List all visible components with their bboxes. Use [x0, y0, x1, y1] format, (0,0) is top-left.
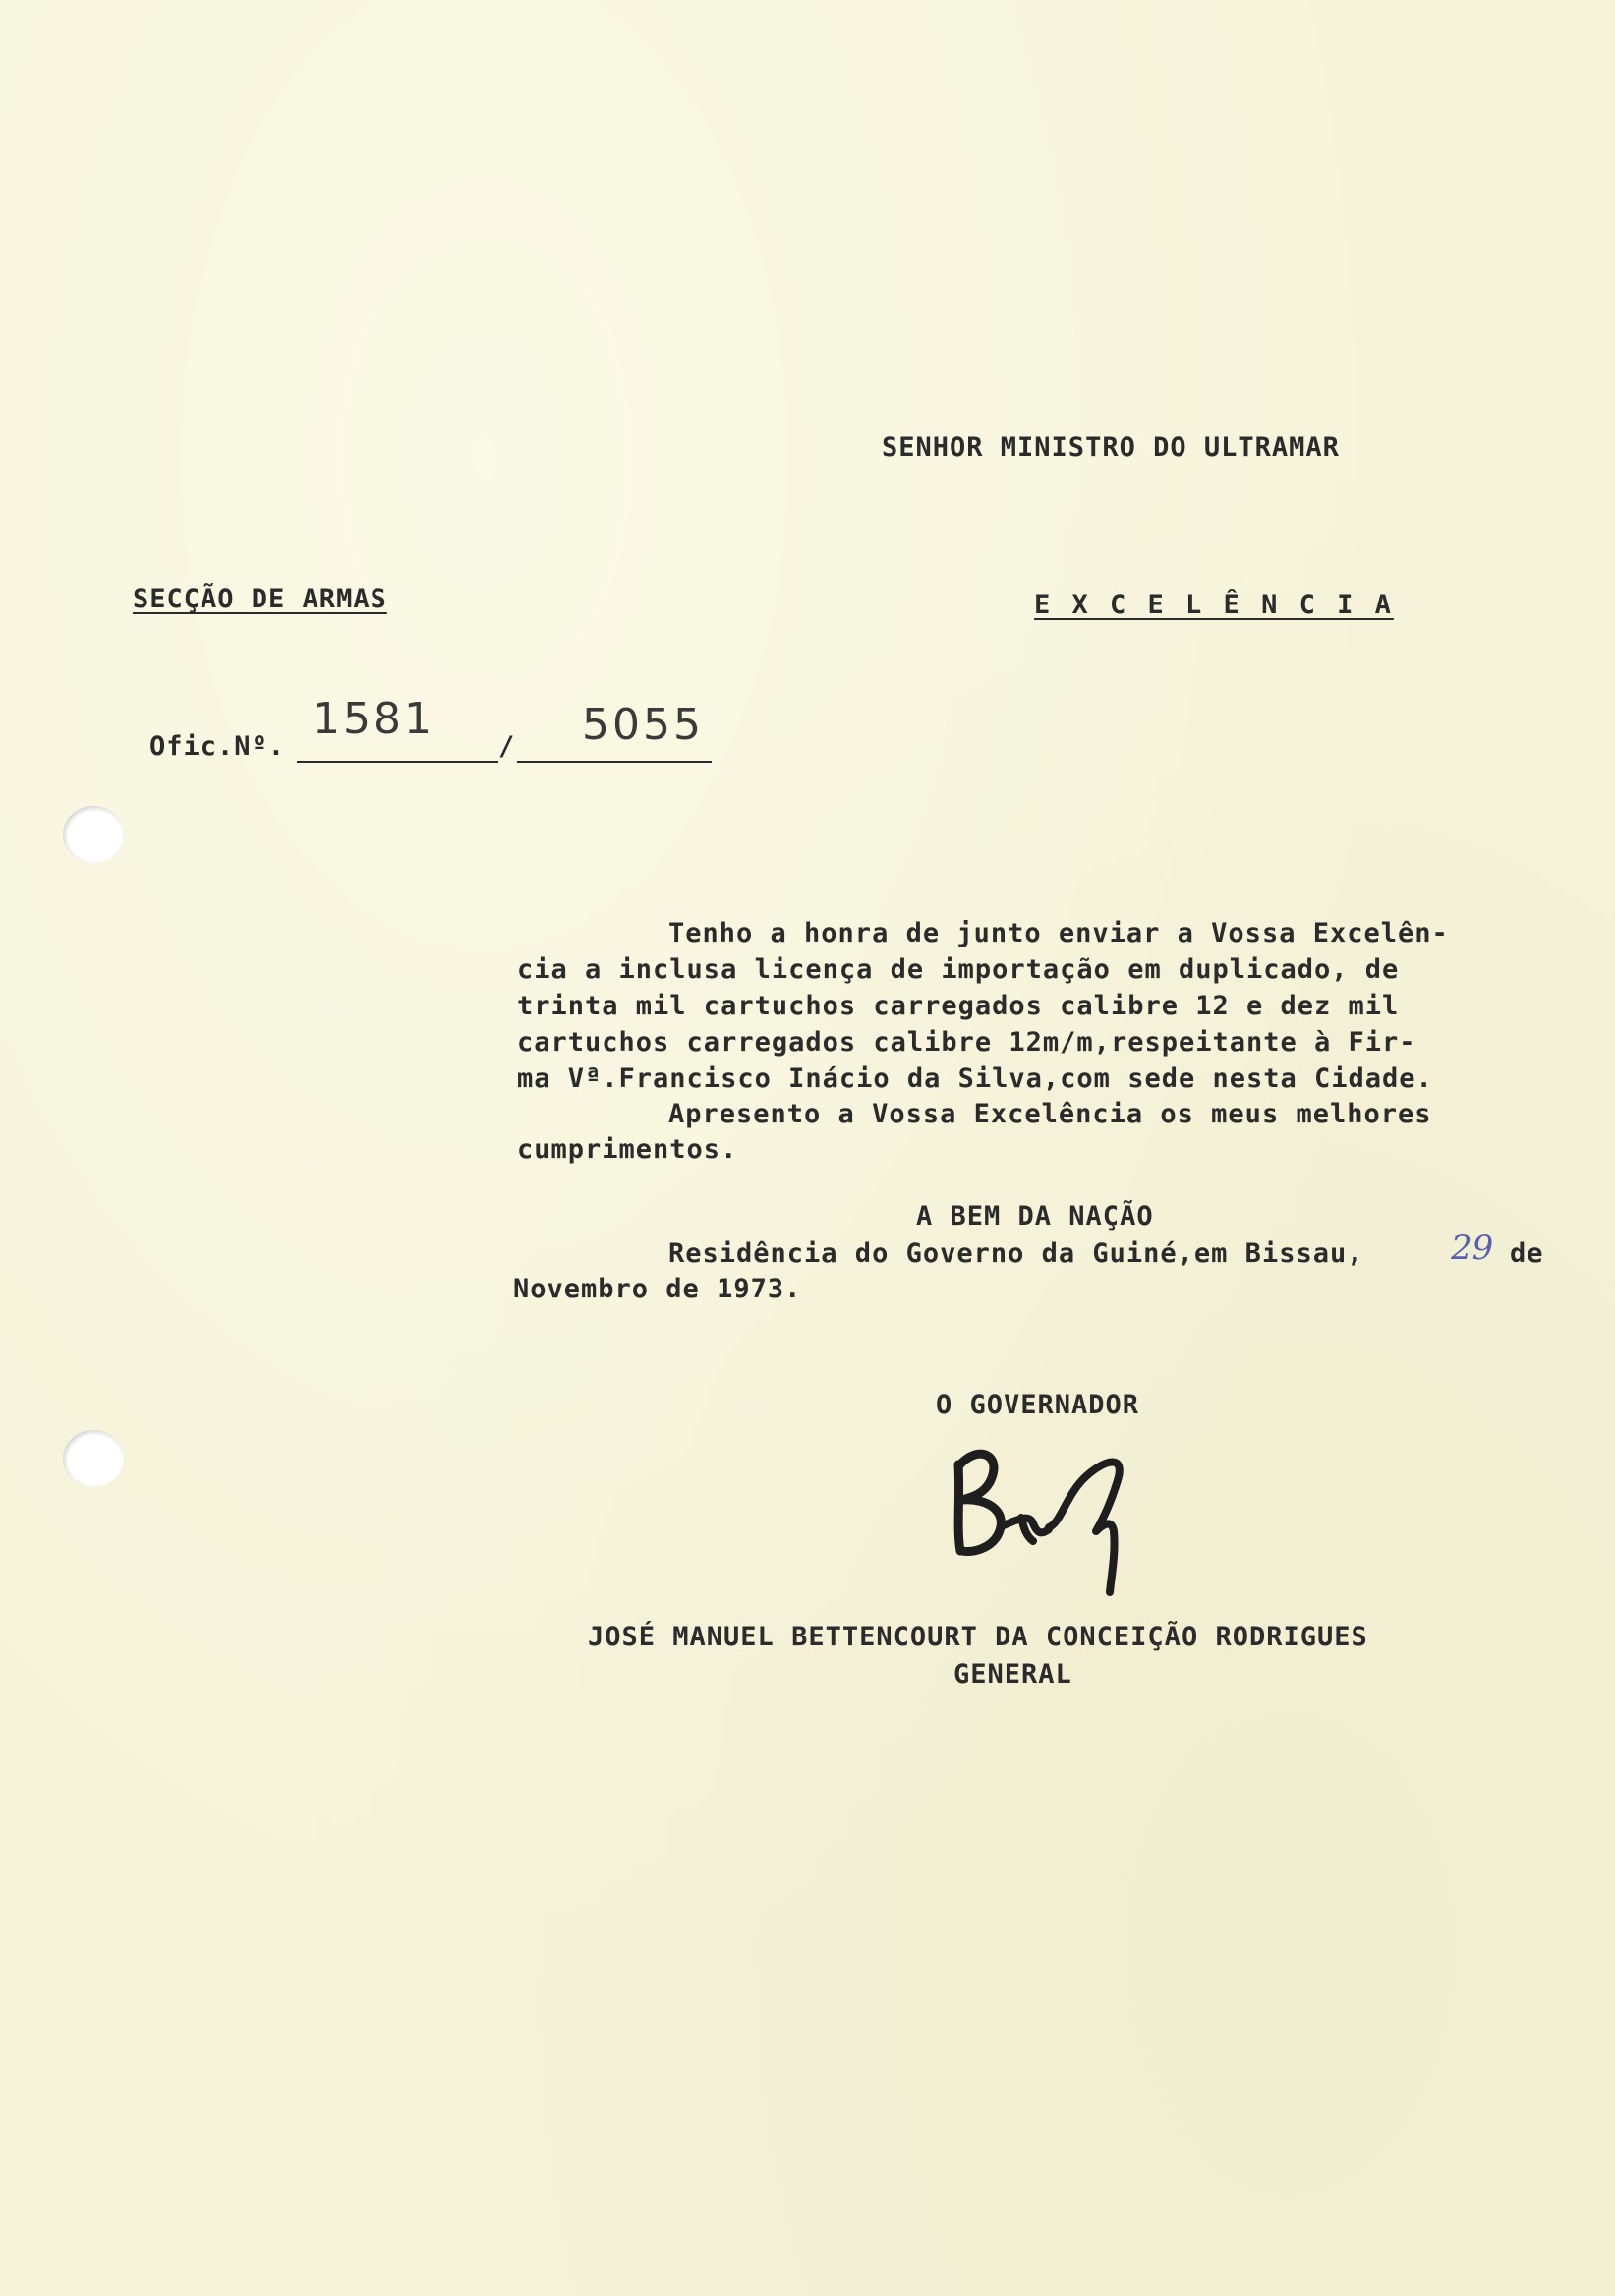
punch-hole-top	[63, 806, 124, 863]
closing-de: de	[1510, 1238, 1544, 1269]
signatory-name: JOSÉ MANUEL BETTENCOURT DA CONCEIÇÃO RODRIGUES	[588, 1622, 1368, 1652]
reference-number: 1581	[313, 694, 434, 744]
reference-second-number: 5055	[582, 700, 704, 750]
signatory-rank: GENERAL	[953, 1659, 1072, 1690]
body-line-7: cumprimentos.	[517, 1134, 738, 1165]
salutation: E X C E L Ê N C I A	[1034, 590, 1394, 620]
body-line-5: ma Vª.Francisco Inácio da Silva,com sede nesta Cidade.	[517, 1063, 1433, 1094]
reference-rule-1	[297, 761, 498, 763]
body-line-6: Apresento a Vossa Excelência os meus melhores	[668, 1099, 1432, 1129]
reference-rule-2	[517, 761, 712, 763]
closing-place: Residência do Governo da Guiné,em Bissau,	[668, 1238, 1364, 1269]
closing-day: 29	[1451, 1229, 1494, 1268]
body-line-3: trinta mil cartuchos carregados calibre 12 e dez mil	[517, 991, 1400, 1021]
punch-hole-bottom	[63, 1430, 124, 1487]
reference-label: Ofic.Nº.	[149, 731, 286, 762]
handwritten-signature	[939, 1425, 1155, 1597]
body-line-2: cia a inclusa licença de importação em duplicado, de	[517, 954, 1400, 985]
closing-motto: A BEM DA NAÇÃO	[916, 1201, 1154, 1232]
body-line-4: cartuchos carregados calibre 12m/m,respeitante à Fir-	[517, 1027, 1416, 1058]
section-heading: SECÇÃO DE ARMAS	[133, 584, 387, 614]
closing-date: Novembro de 1973.	[513, 1274, 802, 1304]
addressee: SENHOR MINISTRO DO ULTRAMAR	[882, 432, 1340, 463]
body-line-1: Tenho a honra de junto enviar a Vossa Excelên-	[668, 918, 1449, 948]
signatory-role: O GOVERNADOR	[936, 1390, 1140, 1420]
reference-separator: /	[498, 731, 516, 762]
